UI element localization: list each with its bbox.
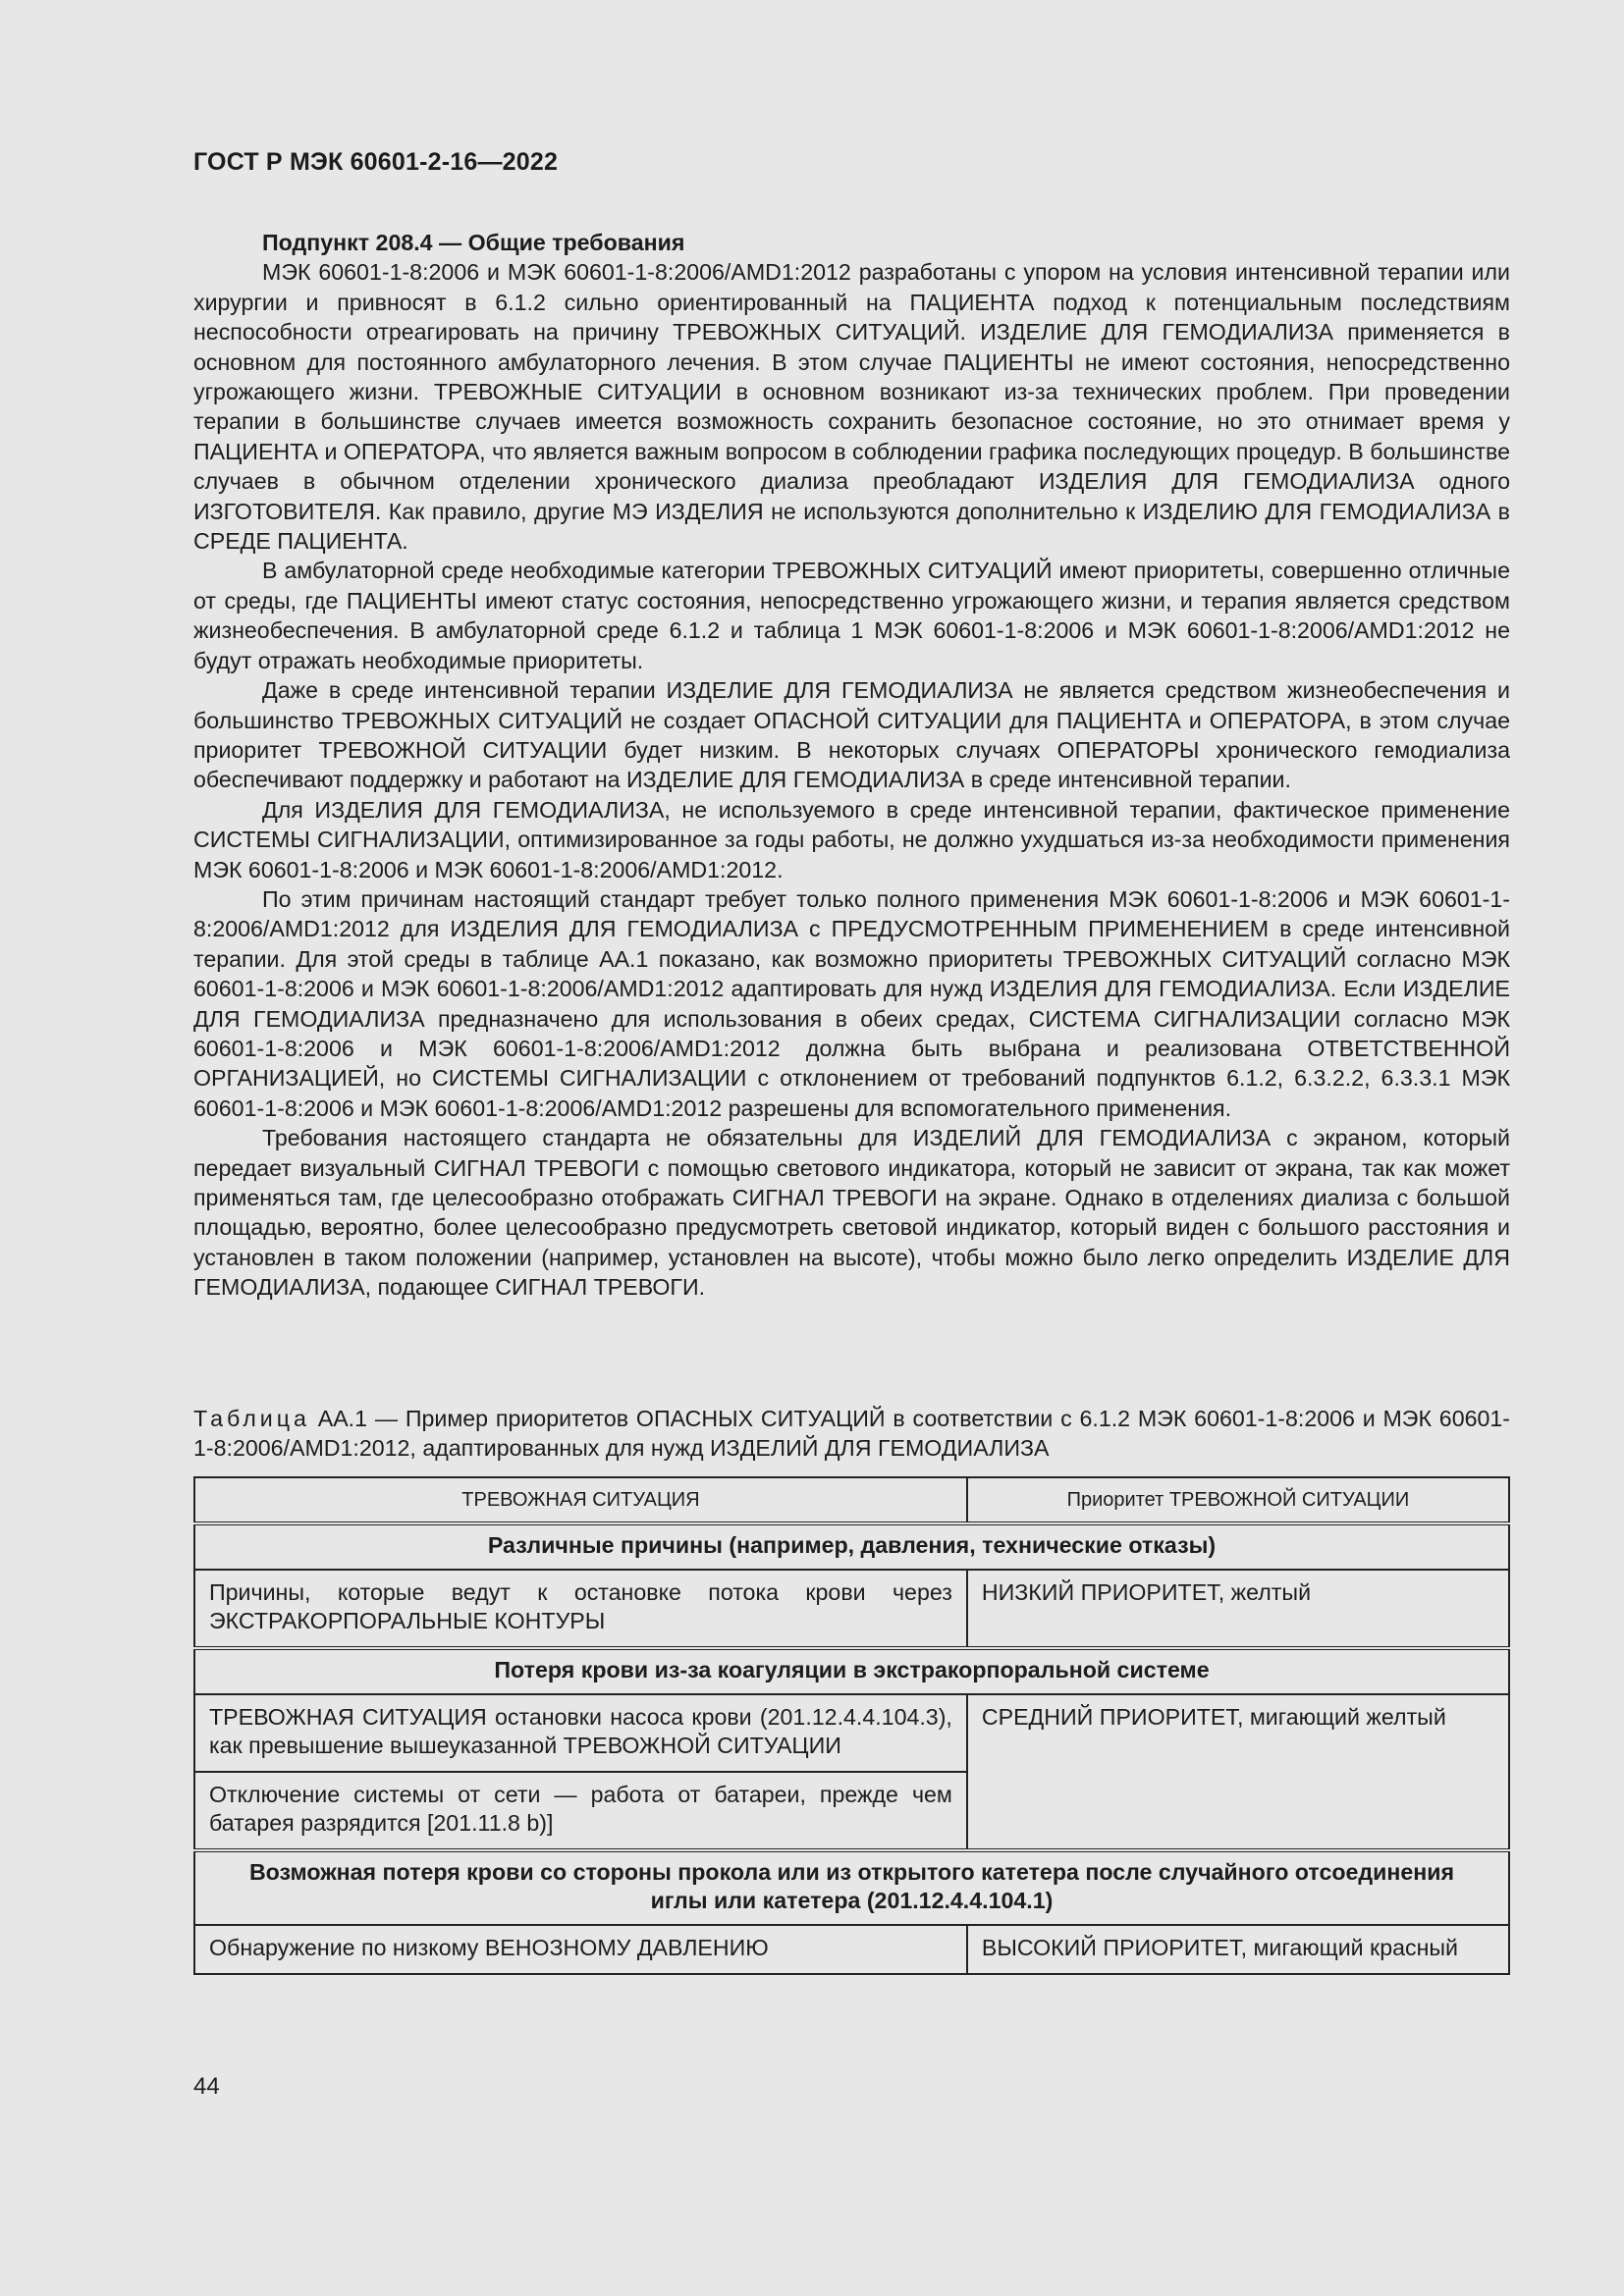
priority-cell: ВЫСОКИЙ ПРИОРИТЕТ, мигающий красный: [967, 1925, 1509, 1974]
situation-cell: ТРЕВОЖНАЯ СИТУАЦИЯ остановки насоса крови (201.12.4.4.104.3), как превышение вышеуказанной ТРЕВОЖНОЙ СИТУАЦИИ: [194, 1694, 967, 1772]
page-number: 44: [193, 2073, 220, 2100]
section-heading: Подпункт 208.4 — Общие требования: [262, 230, 685, 255]
header-alarm-condition: ТРЕВОЖНАЯ СИТУАЦИЯ: [194, 1477, 967, 1523]
paragraph: Требования настоящего стандарта не обязательны для ИЗДЕЛИЙ ДЛЯ ГЕМОДИАЛИЗА с экраном, который передает визуальный СИГНАЛ ТРЕВОГИ с помощью светового индикатора, который не зависит от экрана, так как может применяться там, где целесообразно отображать СИГНАЛ ТРЕВОГИ на экране. Однако в отделениях диализа с большой площадью, вероятно, более целесообразно предусмотреть световой индикатор, который виден с большого расстояния и установлен в таком положении (например, установлен на высоте), чтобы можно было легко определить ИЗДЕЛИЕ ДЛЯ ГЕМОДИАЛИЗА, подающее СИГНАЛ ТРЕВОГИ.: [193, 1125, 1510, 1301]
table-row: [194, 1694, 1509, 1772]
table-row: [194, 1570, 1509, 1648]
group-heading: Потеря крови из-за коагуляции в экстракорпоральной системе: [194, 1648, 1509, 1694]
paragraph: МЭК 60601-1-8:2006 и МЭК 60601-1-8:2006/AMD1:2012 разработаны с упором на условия интенсивной терапии или хирургии и привносят в 6.1.2 сильно ориентированный на ПАЦИЕНТА подход к потенциальным последствиям неспособности отреагировать на причину ТРЕВОЖНЫХ СИТУАЦИЙ. ИЗДЕЛИЕ ДЛЯ ГЕМОДИАЛИЗА применяется в основном для постоянного амбулаторного лечения. В этом случае ПАЦИЕНТЫ не имеют состояния, непосредственно угрожающего жизни. ТРЕВОЖНЫЕ СИТУАЦИИ в основном возникают из-за технических проблем. При проведении терапии в большинстве случаев имеется возможность сохранить безопасное состояние, но это отнимает время у ПАЦИЕНТА и ОПЕРАТОРА, что является важным вопросом в соблюдении графика последующих процедур. В большинстве случаев в обычном отделении хронического диализа преобладают ИЗДЕЛИЯ ДЛЯ ГЕМОДИАЛИЗА одного ИЗГОТОВИТЕЛЯ. Как правило, другие МЭ ИЗДЕЛИЯ не используются дополнительно к ИЗДЕЛИЮ ДЛЯ ГЕМОДИАЛИЗА в СРЕДЕ ПАЦИЕНТА.: [193, 259, 1510, 555]
group-heading: Возможная потеря крови со стороны прокола или из открытого катетера после случайного отсоединения иглы или катетера (201.12.4.4.104.1): [194, 1850, 1509, 1925]
table-group-row: [194, 1523, 1509, 1570]
priority-cell: НИЗКИЙ ПРИОРИТЕТ, желтый: [967, 1570, 1509, 1648]
situation-cell: Отключение системы от сети — работа от батареи, прежде чем батарея разрядится [201.11.8 b)]: [194, 1772, 967, 1850]
situation-cell: Причины, которые ведут к остановке потока крови через ЭКСТРАКОРПОРАЛЬНЫЕ КОНТУРЫ: [194, 1570, 967, 1648]
section-body: [193, 228, 1510, 1303]
priority-cell: СРЕДНИЙ ПРИОРИТЕТ, мигающий желтый: [967, 1694, 1509, 1850]
document-header: ГОСТ Р МЭК 60601-2-16—2022: [193, 148, 559, 176]
table-caption: [193, 1404, 1510, 1464]
table-group-row: [194, 1648, 1509, 1694]
table-row: [194, 1925, 1509, 1974]
table-header-row: [194, 1477, 1509, 1523]
table-group-row: [194, 1850, 1509, 1925]
paragraph: В амбулаторной среде необходимые категории ТРЕВОЖНЫХ СИТУАЦИЙ имеют приоритеты, совершенно отличные от среды, где ПАЦИЕНТЫ имеют статус состояния, непосредственно угрожающего жизни, и терапия является средством жизнеобеспечения. В амбулаторной среде 6.1.2 и таблица 1 МЭК 60601-1-8:2006 и МЭК 60601-1-8:2006/AMD1:2012 не будут отражать необходимые приоритеты.: [193, 558, 1510, 673]
alarm-priority-table: [193, 1476, 1510, 1975]
group-heading: Различные причины (например, давления, технические отказы): [194, 1523, 1509, 1570]
paragraph: По этим причинам настоящий стандарт требует только полного применения МЭК 60601-1-8:2006 и МЭК 60601-1-8:2006/AMD1:2012 для ИЗДЕЛИЯ ДЛЯ ГЕМОДИАЛИЗА с ПРЕДУСМОТРЕННЫМ ПРИМЕНЕНИЕМ в среде интенсивной терапии. Для этой среды в таблице АА.1 показано, как возможно приоритеты ТРЕВОЖНЫХ СИТУАЦИЙ согласно МЭК 60601-1-8:2006 и МЭК 60601-1-8:2006/AMD1:2012 адаптировать для нужд ИЗДЕЛИЯ ДЛЯ ГЕМОДИАЛИЗА. Если ИЗДЕЛИЕ ДЛЯ ГЕМОДИАЛИЗА предназначено для использования в обеих средах, СИСТЕМА СИГНАЛИЗАЦИИ согласно МЭК 60601-1-8:2006 и МЭК 60601-1-8:2006/AMD1:2012 должна быть выбрана и реализована ОТВЕТСТВЕННОЙ ОРГАНИЗАЦИЕЙ, но СИСТЕМЫ СИГНАЛИЗАЦИИ с отклонением от требований подпунктов 6.1.2, 6.3.2.2, 6.3.3.1 МЭК 60601-1-8:2006 и МЭК 60601-1-8:2006/AMD1:2012 разрешены для вспомогательного применения.: [193, 885, 1510, 1121]
paragraph: Даже в среде интенсивной терапии ИЗДЕЛИЕ ДЛЯ ГЕМОДИАЛИЗА не является средством жизнеобеспечения и большинство ТРЕВОЖНЫХ СИТУАЦИЙ не создает ОПАСНОЙ СИТУАЦИИ для ПАЦИЕНТА и ОПЕРАТОРА, в этом случае приоритет ТРЕВОЖНОЙ СИТУАЦИИ будет низким. В некоторых случаях ОПЕРАТОРЫ хронического гемодиализа обеспечивают поддержку и работают на ИЗДЕЛИЕ ДЛЯ ГЕМОДИАЛИЗА в среде интенсивной терапии.: [193, 677, 1510, 793]
table-caption-label: Таблица: [193, 1406, 310, 1431]
table-caption-text: АА.1 — Пример приоритетов ОПАСНЫХ СИТУАЦИЙ в соответствии с 6.1.2 МЭК 60601-1-8:2006 и МЭК 60601-1-8:2006/AMD1:2012, адаптированных для нужд ИЗДЕЛИЙ ДЛЯ ГЕМОДИАЛИЗА: [193, 1406, 1510, 1462]
situation-cell: Обнаружение по низкому ВЕНОЗНОМУ ДАВЛЕНИЮ: [194, 1925, 967, 1974]
header-alarm-priority: Приоритет ТРЕВОЖНОЙ СИТУАЦИИ: [967, 1477, 1509, 1523]
paragraph: Для ИЗДЕЛИЯ ДЛЯ ГЕМОДИАЛИЗА, не используемого в среде интенсивной терапии, фактическое применение СИСТЕМЫ СИГНАЛИЗАЦИИ, оптимизированное за годы работы, не должно ухудшаться из-за необходимости применения МЭК 60601-1-8:2006 и МЭК 60601-1-8:2006/AMD1:2012.: [193, 796, 1510, 882]
